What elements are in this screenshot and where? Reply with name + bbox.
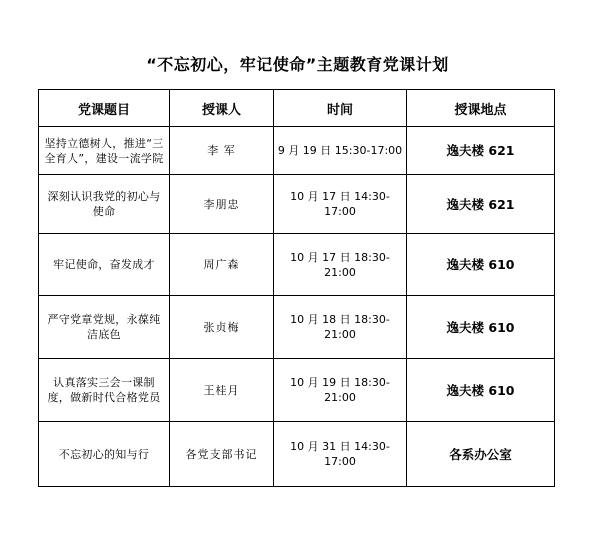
cell-time: 9 月 19 日 15:30-17:00 [274,127,407,175]
table-row [39,234,555,296]
column-header-place: 授课地点 [407,90,555,127]
cell-topic: 严守党章党规，永葆纯洁底色 [39,296,170,359]
cell-place: 逸夫楼 621 [407,127,555,175]
cell-teacher: 王桂月 [170,359,274,422]
cell-time: 10 月 31 日 14:30-17:00 [274,422,407,487]
cell-teacher: 张贞梅 [170,296,274,359]
cell-teacher: 李朋忠 [170,175,274,234]
document-title: “不忘初心，牢记使命”主题教育党课计划 [146,55,449,74]
cell-place: 各系办公室 [407,422,555,487]
cell-teacher: 周广森 [170,234,274,296]
table-header-row [39,90,555,127]
column-header-topic: 党课题目 [39,90,170,127]
cell-topic: 认真落实三会一课制度，做新时代合格党员 [39,359,170,422]
table-row [39,359,555,422]
cell-time: 10 月 17 日 18:30-21:00 [274,234,407,296]
cell-topic: 牢记使命，奋发成才 [39,234,170,296]
table-row [39,296,555,359]
cell-time: 10 月 17 日 14:30-17:00 [274,175,407,234]
cell-topic: 坚持立德树人，推进“三全育人”，建设一流学院 [39,127,170,175]
cell-topic: 不忘初心的知与行 [39,422,170,487]
table-row [39,422,555,487]
cell-time: 10 月 18 日 18:30-21:00 [274,296,407,359]
cell-place: 逸夫楼 610 [407,234,555,296]
cell-teacher: 李 军 [170,127,274,175]
cell-teacher: 各党支部书记 [170,422,274,487]
column-header-time: 时间 [274,90,407,127]
cell-time: 10 月 19 日 18:30-21:00 [274,359,407,422]
lecture-plan-table [38,89,555,487]
table-row [39,175,555,234]
table-row [39,127,555,175]
cell-place: 逸夫楼 621 [407,175,555,234]
column-header-teacher: 授课人 [170,90,274,127]
cell-place: 逸夫楼 610 [407,359,555,422]
cell-topic: 深刻认识我党的初心与使命 [39,175,170,234]
cell-place: 逸夫楼 610 [407,296,555,359]
